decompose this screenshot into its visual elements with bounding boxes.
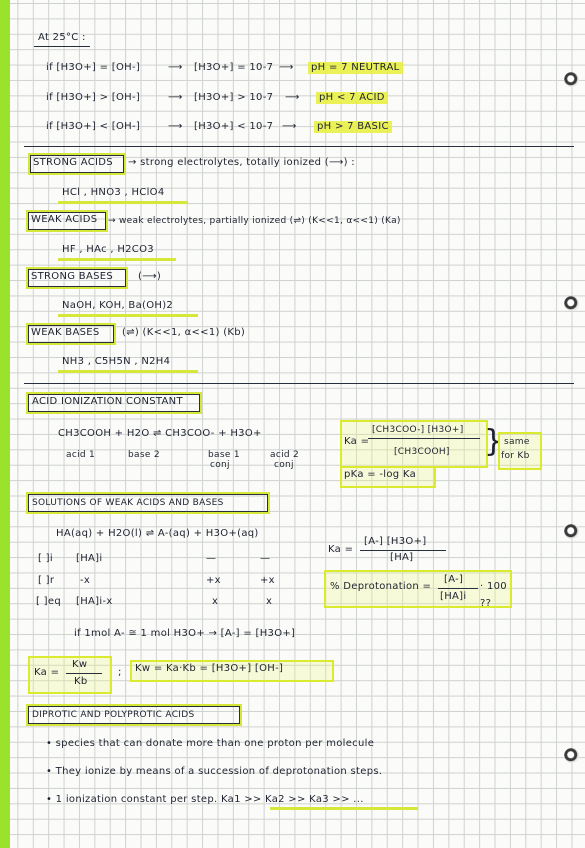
arrow: ⟶ [168,62,183,73]
ice-row-r-label: [ ]r [38,575,55,586]
ice-row-i-c3: — [260,553,271,564]
fraction-bar [438,588,478,589]
question-marks: ?? [480,598,492,609]
strong-acids-desc: → strong electrolytes, totally ionized (⟶) : [128,157,355,168]
examples-highlight [58,258,176,261]
fraction-bar [360,550,446,551]
ice-row-eq-c3: x [266,596,273,607]
temperature-label: At 25°C : [38,32,86,43]
binder-ring-1 [564,72,579,87]
ka-denominator: [CH3COOH] [394,447,450,457]
acid-ionization-equation: CH3COOH + H2O ⇌ CH3COO- + H3O+ [58,428,262,439]
arrow: ⟶ [285,92,300,103]
margin-stripe [0,0,10,848]
solutions-equation: HA(aq) + H2O(l) ⇌ A-(aq) + H3O+(aq) [56,528,259,539]
diprotic-bullet-1: • species that can donate more than one proton per molecule [46,738,375,749]
section-divider [24,383,574,384]
examples-highlight [58,201,188,204]
condition-1-rhs: [H3O+] = 10-7 [194,62,274,73]
ice-row-eq-label: [ ]eq [36,596,61,607]
diprotic-title: DIPROTIC AND POLYPROTIC ACIDS [32,710,195,720]
ice-row-i-c1: [HA]i [76,553,103,564]
binder-ring-2 [564,296,579,311]
condition-3-lhs: if [H3O+] < [OH-] [46,121,141,132]
weak-acids-desc: → weak electrolytes, partially ionized (⇌) (K<<1, α<<1) (Ka) [108,216,401,226]
strong-acids-examples: HCl , HNO3 , HClO4 [62,187,165,198]
diprotic-bullet-3: • 1 ionization constant per step. Ka1 >> Ka2 >> Ka3 >> ... [46,794,364,805]
solution-ka-numerator: [A-] [H3O+] [364,536,427,547]
ka-numerator: [CH3COO-] [H3O+] [372,425,464,435]
solution-ka-denominator: [HA] [390,552,414,563]
ka-sequence-highlight [270,807,418,810]
examples-highlight [58,314,198,317]
label-conj: conj [274,460,294,470]
kw-numerator: Kw [72,659,88,670]
ice-row-r-c1: -x [80,575,91,586]
condition-1-result: pH = 7 NEUTRAL [308,62,403,74]
condition-2-rhs: [H3O+] > 10-7 [194,92,274,103]
same-label: same [504,437,530,447]
ice-row-i-label: [ ]i [38,553,53,564]
for-kb-label: for Kb [501,451,530,461]
arrow: ⟶ [168,121,183,132]
ice-row-r-c3: +x [260,575,275,586]
ice-row-eq-c1: [HA]i-x [76,596,113,607]
ice-row-i-c2: — [206,553,217,564]
binder-ring-4 [564,748,579,763]
deprotonation-label: % Deprotonation = [330,581,432,592]
deprotonation-numerator: [A-] [444,574,464,585]
weak-acids-examples: HF , HAc , H2CO3 [62,244,154,255]
acid-ionization-title: ACID IONIZATION CONSTANT [32,396,183,407]
arrow: ⟶ [282,121,297,132]
fraction-bar [368,438,480,439]
strong-bases-desc: (⟶) [138,271,162,282]
section-divider [24,146,574,147]
kw-ka-label: Ka = [34,667,60,678]
solution-ka-label: Ka = [328,544,354,555]
kw-product-formula: Kw = Ka·Kb = [H3O+] [OH-] [135,663,284,674]
ice-row-r-c2: +x [206,575,221,586]
fraction-bar [66,673,102,674]
solutions-title: SOLUTIONS OF WEAK ACIDS AND BASES [32,498,224,508]
condition-2-result: pH < 7 ACID [316,92,388,104]
brace: } [484,424,504,459]
strong-bases-title: STRONG BASES [31,271,113,282]
label-base2: base 2 [128,450,160,460]
ice-row-eq-c2: x [212,596,219,607]
strong-bases-examples: NaOH, KOH, Ba(OH)2 [62,300,174,311]
label-base1: base 1 [208,450,240,460]
arrow: ⟶ [168,92,183,103]
weak-bases-examples: NH3 , C5H5N , N2H4 [62,356,171,367]
ka-label: Ka = [344,436,370,447]
label-acid1: acid 1 [66,450,96,460]
binder-ring-3 [564,524,579,539]
deprotonation-denominator: [HA]i [440,591,467,602]
kb-denominator: Kb [74,676,88,687]
deprotonation-tail: · 100 [480,581,507,592]
condition-3-rhs: [H3O+] < 10-7 [194,121,274,132]
arrow: ⟶ [279,62,294,73]
header-underline [34,46,90,47]
weak-acids-title: WEAK ACIDS [31,214,98,225]
diprotic-bullet-2: • They ionize by means of a succession of deprotonation steps. [46,766,383,777]
mole-ratio-note: if 1mol A- ≅ 1 mol H3O+ → [A-] = [H3O+] [74,628,296,639]
condition-3-result: pH > 7 BASIC [314,121,392,133]
condition-1-lhs: if [H3O+] = [OH-] [46,62,141,73]
label-acid2: acid 2 [270,450,300,460]
separator: ; [118,667,122,678]
pka-formula: pKa = -log Ka [344,469,417,480]
examples-highlight [58,370,198,373]
strong-acids-title: STRONG ACIDS [33,157,113,168]
weak-bases-desc: (⇌) (K<<1, α<<1) (Kb) [122,327,246,338]
label-conj: conj [210,460,230,470]
condition-2-lhs: if [H3O+] > [OH-] [46,92,141,103]
weak-bases-title: WEAK BASES [31,327,100,338]
